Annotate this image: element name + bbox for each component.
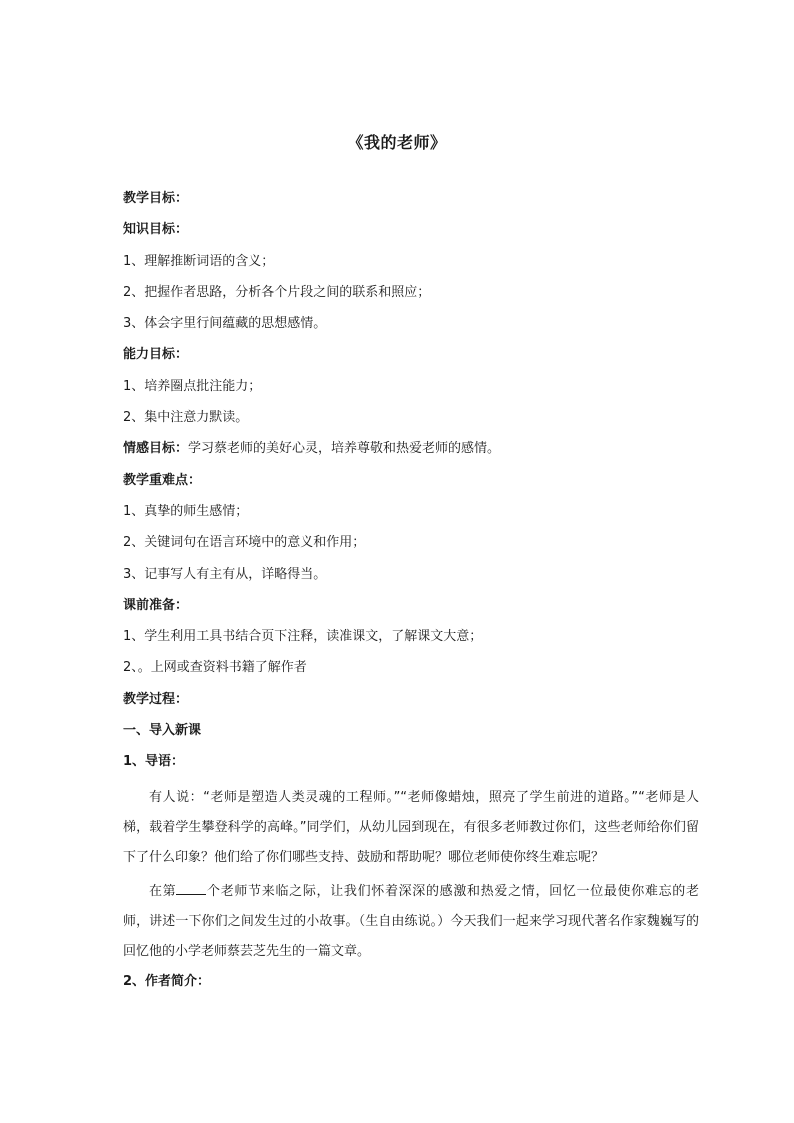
difficulty-heading: 教学重难点： <box>123 472 202 488</box>
prep-heading: 课前准备： <box>123 597 189 613</box>
ability-heading: 能力目标： <box>123 347 189 363</box>
intro-paragraph: 有人说：“老师是塑造人类灵魂的工程师。”“老师像蜡烛，照亮了学生前进的道路。”“老师是人梯，载着学生攀登科学的高峰。”同学们，从幼儿园到现在，有很多老师教过你们，这些老师给你们留下了什么印象？他们给了你们哪些支持、鼓励和帮助呢？哪位老师使你终生难忘呢？ <box>123 789 699 865</box>
intro-heading: 1、导语： <box>123 754 185 770</box>
fill-blank <box>176 880 206 895</box>
difficulty-item: 3、记事写人有主有从，详略得当。 <box>123 566 327 582</box>
difficulty-item: 2、关键词句在语言环境中的意义和作用； <box>123 535 366 551</box>
difficulty-item: 1、真挚的师生感情； <box>123 503 249 519</box>
author-heading: 2、作者简介： <box>123 973 211 989</box>
teacher-day-paragraph <box>123 877 699 967</box>
para2-before: 在第 <box>149 883 177 899</box>
process-heading: 教学过程： <box>123 691 189 707</box>
knowledge-item: 3、体会字里行间蕴藏的思想感情。 <box>123 316 327 332</box>
knowledge-heading: 知识目标： <box>123 222 189 238</box>
emotion-text: 学习蔡老师的美好心灵，培养尊敬和热爱老师的感情。 <box>188 441 501 457</box>
knowledge-item: 1、理解推断词语的含义； <box>123 253 275 269</box>
emotion-goal <box>123 438 699 460</box>
prep-item: 2、。上网或查资料书籍了解作者 <box>123 660 307 676</box>
ability-item: 2、集中注意力默读。 <box>123 410 249 426</box>
ability-item: 1、培养圈点批注能力； <box>123 378 262 394</box>
document-body <box>123 188 699 1002</box>
emotion-label: 情感目标： <box>123 441 189 457</box>
objectives-heading: 教学目标： <box>123 191 189 206</box>
prep-item: 1、学生利用工具书结合页下注释，读准课文，了解课文大意； <box>123 629 483 645</box>
section-one-heading: 一、导入新课 <box>123 723 202 739</box>
document-title: 《我的老师》 <box>347 133 447 152</box>
para2-after: 个老师节来临之际，让我们怀着深深的感激和热爱之情，回忆一位最使你难忘的老师，讲述一下你们之间发生过的小故事。（生自由练说。）今天我们一起来学习现代著名作家魏巍写的回忆他的小学老师蔡芸芝先生的一篇文章。 <box>123 883 699 959</box>
knowledge-item: 2、把握作者思路，分析各个片段之间的联系和照应； <box>123 284 431 300</box>
